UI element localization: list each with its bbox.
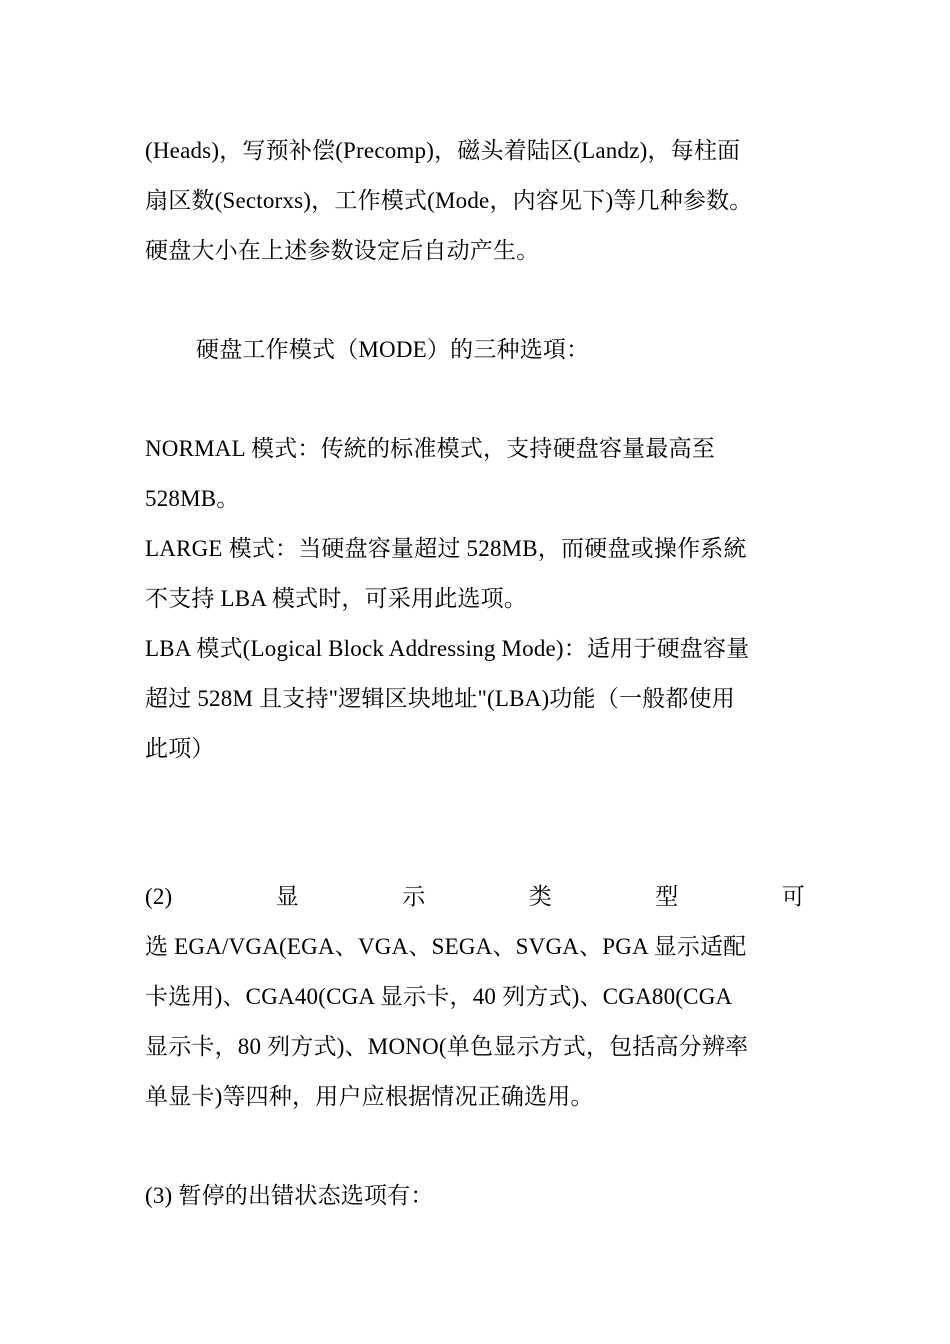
large-mode-line: LARGE 模式：当硬盘容量超过 528MB，而硬盘或操作系統 (145, 536, 747, 561)
paragraph-line: 硬盘大小在上述参数设定后自动产生。 (145, 238, 540, 263)
paragraph-line: 扇区数(Sectorxs)，工作模式(Mode，内容见下)等几种参数。 (145, 188, 753, 213)
section-2-line: 显示卡，80 列方式)、MONO(单色显示方式，包括高分辨率 (145, 1034, 749, 1059)
normal-mode-line: 528MB。 (145, 486, 240, 511)
word: 可 (781, 884, 805, 909)
word: 示 (402, 884, 426, 909)
section-2-line: 卡选用)、CGA40(CGA 显示卡，40 列方式)、CGA80(CGA (145, 984, 733, 1009)
word: 显 (275, 884, 299, 909)
paragraph-line: (Heads)，写预补偿(Precomp)，磁头着陆区(Landz)，每柱面 (145, 138, 741, 163)
word: 型 (655, 884, 679, 909)
section-3-heading: (3) 暂停的出错状态选项有： (145, 1183, 434, 1208)
lba-mode-line: 此项） (145, 736, 215, 761)
section-heading-mode: 硬盘工作模式（MODE）的三种选項： (196, 337, 590, 362)
lba-mode-line: LBA 模式(Logical Block Addressing Mode)：适用于硬盘容量 (145, 636, 750, 661)
word: (2) (145, 884, 173, 909)
word: 类 (528, 884, 552, 909)
lba-mode-line: 超过 528M 且支持"逻辑区块地址"(LBA)功能（一般都使用 (145, 686, 735, 711)
normal-mode-line: NORMAL 模式：传統的标准模式，支持硬盘容量最高至 (145, 436, 715, 461)
large-mode-line: 不支持 LBA 模式时，可采用此选项。 (145, 586, 528, 611)
section-2-line: 单显卡)等四种，用户应根据情况正确选用。 (145, 1084, 594, 1109)
section-2-justified-line (145, 882, 805, 912)
section-2-line: 选 EGA/VGA(EGA、VGA、SEGA、SVGA、PGA 显示适配 (145, 934, 747, 959)
